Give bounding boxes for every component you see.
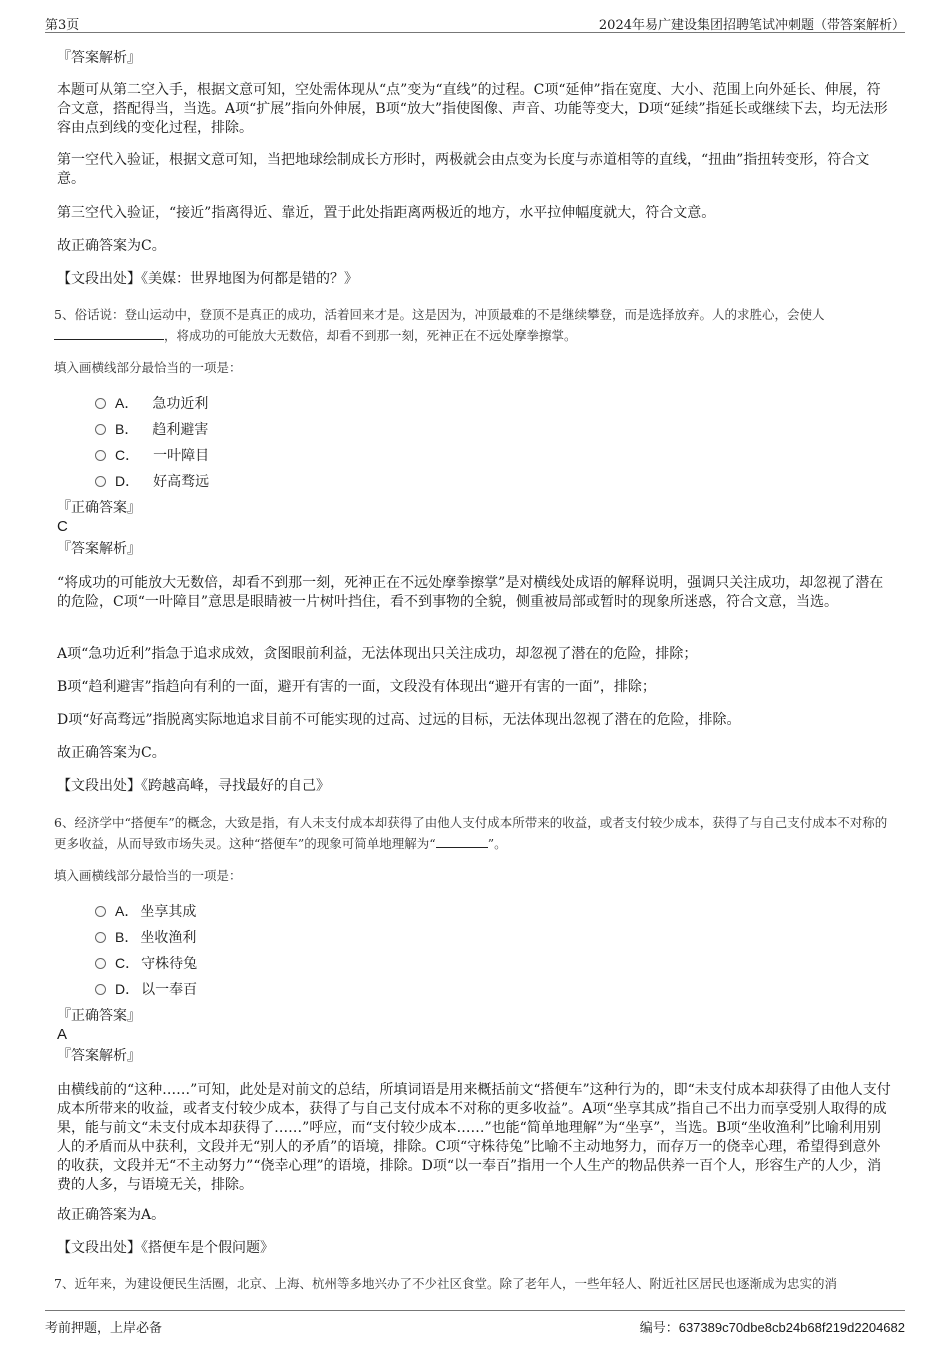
footer-slogan: 考前押题，上岸必备	[45, 1321, 163, 1336]
source-citation: 【文段出处】《跨越高峰，寻找最好的自己》	[57, 778, 330, 794]
document-title: 2024年易广建设集团招聘笔试冲刺题（带答案解析）	[598, 18, 905, 33]
analysis-paragraph: 第一空代入验证，根据文意可知，当把地球绘制成长方形时，两极就会由点变为长度与赤道相等的直线，“扭曲”指扭转变形，符合文意。	[57, 152, 870, 187]
option-a[interactable]: A． 坐享其成	[95, 902, 196, 921]
radio-icon[interactable]	[95, 958, 106, 969]
analysis-paragraph: B项“趋利避害”指趋向有利的一面，避开有害的一面，文段没有体现出“避开有害的一面”，排除；	[57, 679, 656, 695]
analysis-paragraph: 第三空代入验证，“接近”指离得近、靠近，置于此处指距离两极近的地方，水平拉伸幅度就大，符合文意。	[57, 205, 716, 221]
correct-answer: C	[57, 518, 68, 535]
fill-prompt: 填入画横线部分最恰当的一项是：	[54, 360, 242, 375]
page-footer	[45, 1310, 905, 1341]
radio-icon[interactable]	[95, 424, 106, 435]
option-d[interactable]: D． 以一奉百	[95, 980, 197, 999]
answer-blank	[54, 327, 164, 340]
radio-icon[interactable]	[95, 932, 106, 943]
analysis-paragraph: D项“好高骛远”指脱离实际地追求目前不可能实现的过高、过远的目标，无法体现出忽视了潜在的危险，排除。	[57, 712, 741, 728]
option-d[interactable]: D． 好高骛远	[95, 472, 209, 491]
analysis-label: 『答案解析』	[57, 541, 141, 557]
option-c[interactable]: C． 一叶障目	[95, 446, 209, 465]
radio-icon[interactable]	[95, 476, 106, 487]
answer-blank	[436, 837, 488, 848]
answer-conclusion: 故正确答案为C。	[57, 238, 166, 254]
question-6-stem: 6、经济学中“搭便车”的概念，大致是指，有人未支付成本却获得了由他人支付成本所带来的收益，或者支付较少成本，获得了与自己支付成本不对称的更多收益，从而导致市场失灵。这种“搭便车”的现象可简单地理解为“ ”。	[54, 815, 888, 851]
radio-icon[interactable]	[95, 984, 106, 995]
analysis-paragraph: A项“急功近利”指急于追求成效，贪图眼前利益，无法体现出只关注成功，却忽视了潜在的危险，排除；	[57, 646, 698, 662]
radio-icon[interactable]	[95, 450, 106, 461]
correct-answer: A	[57, 1026, 68, 1043]
option-b[interactable]: B． 坐收渔利	[95, 928, 196, 947]
answer-conclusion: 故正确答案为C。	[57, 745, 166, 761]
correct-answer-label: 『正确答案』	[57, 500, 141, 516]
option-c[interactable]: C． 守株待兔	[95, 954, 197, 973]
source-citation: 【文段出处】《搭便车是个假问题》	[57, 1240, 274, 1256]
page-number: 第3页	[45, 18, 80, 33]
document-code: 编号：637389c70dbe8cb24b68f219d2204682	[639, 1320, 905, 1336]
correct-answer-label: 『正确答案』	[57, 1008, 141, 1024]
radio-icon[interactable]	[95, 906, 106, 917]
analysis-paragraph: “将成功的可能放大无数倍，却看不到那一刻，死神正在不远处摩拳擦掌”是对横线处成语的解释说明，强调只关注成功，却忽视了潜在的危险，C项“一叶障目”意思是眼睛被一片树叶挡住，看不到事物的全貌，侧重被局部或暂时的现象所迷惑，符合文意，当选。	[57, 575, 884, 610]
analysis-paragraph: 本题可从第二空入手，根据文意可知，空处需体现从“点”变为“直线”的过程。C项“延伸”指在宽度、大小、范围上向外延长、伸展，符合文意，搭配得当，当选。A项“扩展”指向外伸展，B项“放大”指使图像、声音、功能等变大，D项“延续”指延长或继续下去，均无法形容由点到线的变化过程，排除。	[57, 82, 888, 136]
option-b[interactable]: B． 趋利避害	[95, 420, 208, 439]
option-a[interactable]: A． 急功近利	[95, 394, 208, 413]
analysis-label: 『答案解析』	[57, 1048, 141, 1064]
analysis-label: 『答案解析』	[57, 50, 141, 66]
question-7-stem: 7、近年来，为建设便民生活圈，北京、上海、杭州等多地兴办了不少社区食堂。除了老年人，一些年轻人、附近社区居民也逐渐成为忠实的消	[54, 1276, 837, 1291]
question-5-stem: 5、俗话说：登山运动中，登顶不是真正的成功，活着回来才是。这是因为，冲顶最难的不是继续攀登，而是选择放弃。人的求胜心，会使人，将成功的可能放大无数倍，却看不到那一刻，死神正在不远处摩拳擦掌。	[54, 307, 825, 343]
source-citation: 【文段出处】《美媒：世界地图为何都是错的？》	[57, 271, 358, 287]
page-header	[45, 0, 905, 33]
fill-prompt: 填入画横线部分最恰当的一项是：	[54, 868, 242, 883]
analysis-paragraph: 由横线前的“这种……”可知，此处是对前文的总结，所填词语是用来概括前文“搭便车”这种行为的，即“未支付成本却获得了由他人支付成本所带来的收益，或者支付较少成本，获得了与自己支付成本不对称的更多收益”。A项“坐享其成”指自己不出力而享受别人取得的成果，能与前文“未支付成本却获得了……”呼应，而“支付较少成本……”也能“简单地理解”为“坐享”，当选。B项“坐收渔利”比喻利用别人的矛盾而从中获利，文段并无“别人的矛盾”的语境，排除。C项“守株待兔”比喻不主动地努力，而存万一的侥幸心理，希望得到意外的收获，文段并无“不主动努力”“侥幸心理”的语境，排除。D项“以一奉百”指用一个人生产的物品供养一百个人，形容生产的人少，消费的人多，与语境无关，排除。	[57, 1082, 891, 1193]
answer-conclusion: 故正确答案为A。	[57, 1207, 166, 1223]
radio-icon[interactable]	[95, 398, 106, 409]
